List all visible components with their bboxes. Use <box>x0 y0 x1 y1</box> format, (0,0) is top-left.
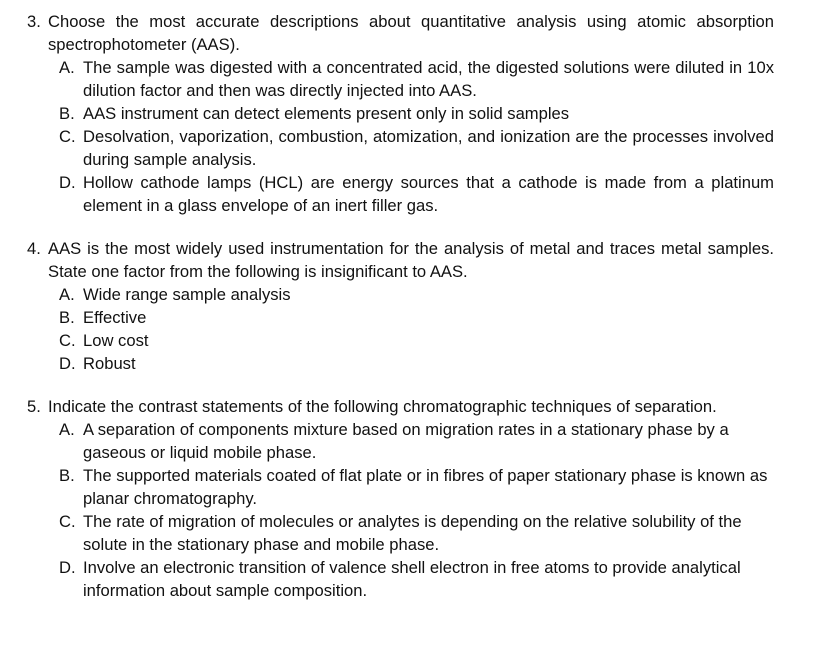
option-letter: D. <box>59 354 76 373</box>
option-d <box>59 171 774 217</box>
option-letter: A. <box>59 285 75 304</box>
question-3 <box>27 10 774 217</box>
option-text: AAS instrument can detect elements present only in solid samples <box>83 104 570 123</box>
option-text: The rate of migration of molecules or analytes is depending on the relative solubility of the solute in the stationary phase and mobile phase. <box>83 512 742 554</box>
option-d <box>59 352 774 375</box>
option-text: A separation of components mixture based on migration rates in a stationary phase by a gaseous or liquid mobile phase. <box>83 420 729 462</box>
option-text: Robust <box>83 354 136 373</box>
option-b <box>59 464 774 510</box>
option-a <box>59 56 774 102</box>
option-letter: C. <box>59 331 76 350</box>
question-4 <box>27 237 774 375</box>
option-letter: A. <box>59 420 75 439</box>
question-text: Indicate the contrast statements of the following chromatographic techniques of separation. <box>48 397 717 416</box>
option-a <box>59 283 774 306</box>
option-c <box>59 510 774 556</box>
option-text: Involve an electronic transition of valence shell electron in free atoms to provide analytical information about sample composition. <box>83 558 741 600</box>
question-number: 5. <box>27 397 41 416</box>
option-letter: C. <box>59 512 76 531</box>
option-letter: A. <box>59 58 75 77</box>
question-text: Choose the most accurate descriptions about quantitative analysis using atomic absorption spectrophotometer (AAS). <box>48 12 774 54</box>
option-d <box>59 556 774 602</box>
option-b <box>59 102 774 125</box>
option-list <box>27 283 774 375</box>
option-list <box>27 56 774 217</box>
option-text: Effective <box>83 308 147 327</box>
option-text: The supported materials coated of flat plate or in fibres of paper stationary phase is known as planar chromatography. <box>83 466 768 508</box>
option-text: The sample was digested with a concentrated acid, the digested solutions were diluted in 10x dilution factor and then was directly injected into AAS. <box>83 58 774 100</box>
option-text: Low cost <box>83 331 149 350</box>
option-letter: B. <box>59 104 75 123</box>
option-c <box>59 329 774 352</box>
question-5 <box>27 395 774 602</box>
option-letter: B. <box>59 466 75 485</box>
question-number: 4. <box>27 239 41 258</box>
question-stem <box>27 10 774 56</box>
question-number: 3. <box>27 12 41 31</box>
option-c <box>59 125 774 171</box>
option-letter: B. <box>59 308 75 327</box>
option-letter: D. <box>59 558 76 577</box>
option-text: Wide range sample analysis <box>83 285 291 304</box>
option-letter: D. <box>59 173 76 192</box>
option-a <box>59 418 774 464</box>
option-list <box>27 418 774 602</box>
question-text: AAS is the most widely used instrumentation for the analysis of metal and traces metal samples. State one factor from the following is insignificant to AAS. <box>48 239 774 281</box>
question-stem <box>27 237 774 283</box>
option-b <box>59 306 774 329</box>
option-letter: C. <box>59 127 76 146</box>
option-text: Desolvation, vaporization, combustion, atomization, and ionization are the processes involved during sample analysis. <box>83 127 774 169</box>
option-text: Hollow cathode lamps (HCL) are energy sources that a cathode is made from a platinum element in a glass envelope of an inert filler gas. <box>83 173 774 215</box>
question-stem <box>27 395 774 418</box>
